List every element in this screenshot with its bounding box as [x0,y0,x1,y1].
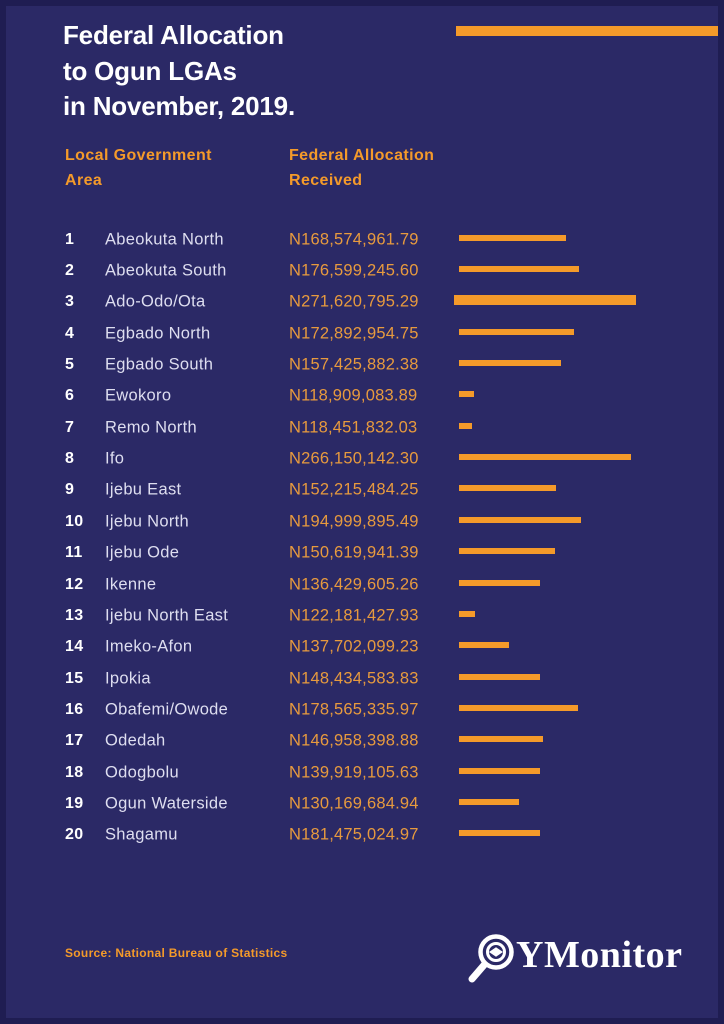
row-allocation-amount: N178,565,335.97 [289,700,419,719]
table-row [0,726,724,757]
row-allocation-amount: N137,702,099.23 [289,637,419,656]
source-note: Source: National Bureau of Statistics [65,946,288,960]
row-lga-name: Ewokoro [105,386,172,405]
table-row [0,600,724,631]
row-rank: 11 [65,544,83,562]
row-rank: 2 [65,262,75,280]
row-lga-name: Egbado South [105,355,214,374]
row-rank: 3 [65,293,75,311]
row-rank: 1 [65,230,75,248]
row-rank: 10 [65,512,84,530]
row-rank: 20 [65,826,84,844]
column-header-lga-line-2: Area [65,172,103,189]
row-rank: 5 [65,356,75,374]
row-allocation-amount: N118,909,083.89 [289,386,418,405]
allocation-bar [459,705,578,711]
row-lga-name: Ipokia [105,669,151,688]
row-rank: 12 [65,575,84,593]
row-lga-name: Obafemi/Owode [105,700,229,719]
table-row [0,475,724,506]
allocation-bar [459,485,556,491]
column-header-lga-line-1: Local Government [65,147,212,164]
allocation-bar [459,391,474,397]
column-header-allocation-line-2: Received [289,172,363,189]
row-allocation-amount: N130,169,684.94 [289,794,419,813]
row-allocation-amount: N148,434,583.83 [289,669,419,688]
row-allocation-amount: N139,919,105.63 [289,763,419,782]
row-allocation-amount: N152,215,484.25 [289,480,419,499]
row-allocation-amount: N271,620,795.29 [289,292,419,311]
table-row [0,820,724,851]
allocation-bar [459,799,519,805]
row-allocation-amount: N122,181,427.93 [289,606,419,625]
table-row [0,757,724,788]
row-rank: 9 [65,481,75,499]
allocation-bar [454,295,636,305]
row-lga-name: Ijebu North [105,512,190,531]
allocation-bar [459,454,631,460]
table-row [0,443,724,474]
row-allocation-amount: N150,619,941.39 [289,543,419,562]
row-allocation-amount: N194,999,895.49 [289,512,419,531]
row-allocation-amount: N136,429,605.26 [289,575,419,594]
allocation-bar [459,235,566,241]
table-row [0,412,724,443]
allocation-bar [459,360,561,366]
allocation-bar [459,548,555,554]
magnifier-icon [464,924,522,986]
row-allocation-amount: N266,150,142.30 [289,449,419,468]
row-rank: 14 [65,638,84,656]
row-lga-name: Ijebu Ode [105,543,180,562]
row-lga-name: Ado-Odo/Ota [105,292,206,311]
row-lga-name: Abeokuta North [105,230,224,249]
row-rank: 18 [65,763,84,781]
allocation-bar [459,517,581,523]
table-row [0,506,724,537]
row-lga-name: Ogun Waterside [105,794,228,813]
table-row [0,538,724,569]
table-row [0,224,724,255]
row-lga-name: Ijebu East [105,480,182,499]
table-row [0,318,724,349]
allocation-bar [459,674,540,680]
allocation-bar [459,768,540,774]
row-lga-name: Ikenne [105,575,157,594]
row-lga-name: Shagamu [105,825,178,844]
row-allocation-amount: N176,599,245.60 [289,261,419,280]
allocation-bar [459,329,574,335]
row-lga-name: Odedah [105,731,166,750]
allocation-bar [459,423,472,429]
row-rank: 4 [65,324,75,342]
logo-text: YMonitor [516,934,683,976]
row-lga-name: Abeokuta South [105,261,227,280]
allocation-bar [459,580,540,586]
allocation-bar [459,830,540,836]
row-lga-name: Remo North [105,418,197,437]
allocation-bar [459,736,543,742]
row-rank: 13 [65,606,84,624]
title-line-1: Federal Allocation [63,20,284,50]
ymonitor-logo [464,922,683,988]
row-allocation-amount: N118,451,832.03 [289,418,418,437]
row-rank: 19 [65,794,84,812]
table-row [0,694,724,725]
table-row [0,381,724,412]
column-header-allocation-line-1: Federal Allocation [289,147,435,164]
allocation-bar [459,642,509,648]
table-row [0,569,724,600]
table-row [0,663,724,694]
row-allocation-amount: N146,958,398.88 [289,731,419,750]
row-rank: 15 [65,669,84,687]
table-row [0,255,724,286]
allocation-bar [459,611,475,617]
table-row [0,632,724,663]
row-allocation-amount: N168,574,961.79 [289,230,419,249]
row-lga-name: Ijebu North East [105,606,229,625]
row-rank: 16 [65,700,84,718]
table-row [0,287,724,318]
row-lga-name: Ifo [105,449,125,468]
row-rank: 17 [65,732,84,750]
row-lga-name: Imeko-Afon [105,637,193,656]
row-lga-name: Egbado North [105,324,211,343]
table-row [0,349,724,380]
title-line-3: in November, 2019. [63,91,295,121]
row-allocation-amount: N181,475,024.97 [289,825,419,844]
row-rank: 8 [65,450,75,468]
row-rank: 6 [65,387,75,405]
allocation-bar [459,266,579,272]
row-allocation-amount: N157,425,882.38 [289,355,419,374]
row-allocation-amount: N172,892,954.75 [289,324,419,343]
table-row [0,788,724,819]
row-rank: 7 [65,418,75,436]
title-line-2: to Ogun LGAs [63,55,237,86]
row-lga-name: Odogbolu [105,763,179,782]
